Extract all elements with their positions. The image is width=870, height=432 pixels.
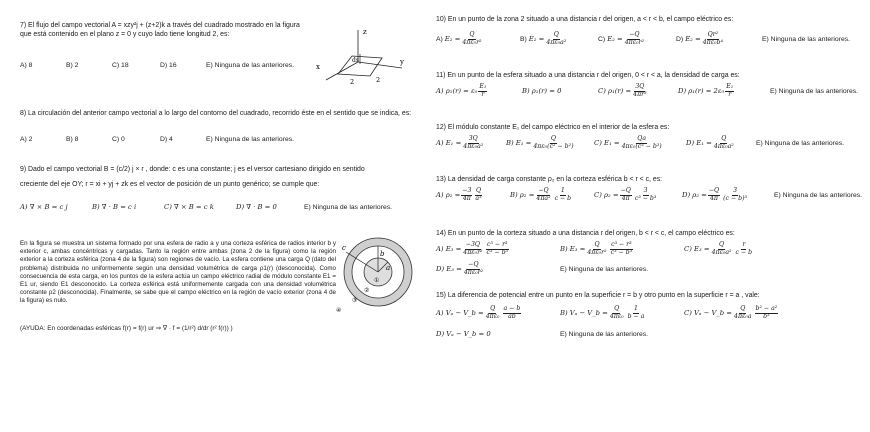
option-b-denominator: 4πε₀(c² − b²) bbox=[533, 142, 574, 150]
question-10-text: 10) En un punto de la zona 2 situado a una distancia r del origen, a < r < b, el campo eléctrico es: bbox=[436, 16, 734, 23]
axis-y-label: y bbox=[400, 58, 404, 66]
option-b[interactable]: B) ∇ · B = c i bbox=[92, 203, 137, 211]
option-d-lhs: D) E₁ = bbox=[686, 139, 712, 147]
option-b[interactable] bbox=[510, 188, 586, 202]
option-a-numerator: E₁ bbox=[479, 83, 487, 90]
option-b[interactable] bbox=[506, 136, 586, 150]
option-b-numerator: Q bbox=[553, 31, 559, 38]
option-c-lhs: C) E₃ = bbox=[684, 245, 710, 253]
option-d-numerator: E₁ bbox=[726, 83, 734, 90]
option-e[interactable]: E) Ninguna de las anteriores. bbox=[560, 330, 649, 338]
option-a-lhs: A) E₁ = bbox=[436, 139, 462, 147]
question-15 bbox=[436, 292, 840, 301]
option-d-numerator: −Q bbox=[708, 187, 720, 194]
option-c-denominator-2: c³ − b³ bbox=[634, 194, 657, 202]
option-e[interactable]: E) Ninguna de las anteriores. bbox=[206, 136, 295, 143]
option-a[interactable] bbox=[436, 242, 552, 256]
option-d[interactable]: D) 16 bbox=[160, 62, 177, 69]
question-15-text: 15) La diferencia de potencial entre un punto en la superficie r = b y otro punto en la superficie r = a , vale: bbox=[436, 292, 760, 299]
option-d-numerator: −Q bbox=[468, 261, 479, 268]
help-note-text: (AYUDA: En coordenadas esféricas f(r) = f(r) ur ⇒ ∇ · f = (1/r²) d/dr (r² f(r)) ) bbox=[20, 325, 233, 332]
option-c[interactable]: C) 0 bbox=[112, 136, 125, 143]
option-d-denominator: 4πε₀a² bbox=[713, 142, 734, 150]
question-12-options bbox=[436, 136, 852, 150]
option-c-lhs: C) E₁ = bbox=[594, 139, 620, 147]
option-a-denominator: 4πε₀r² bbox=[462, 38, 482, 46]
option-e[interactable]: E) Ninguna de las anteriores. bbox=[774, 191, 863, 199]
option-d-lhs: D) ρ₂ = bbox=[682, 191, 707, 199]
option-d[interactable] bbox=[682, 188, 766, 202]
option-a[interactable] bbox=[436, 306, 552, 320]
option-a[interactable] bbox=[436, 188, 502, 202]
option-e[interactable]: E) Ninguna de las anteriores. bbox=[770, 87, 859, 95]
option-a-denominator: 4πε₀ bbox=[485, 312, 500, 320]
option-b-denominator-2: c − b bbox=[554, 194, 572, 202]
question-12-text: 12) El módulo constante E₁ del campo eléctrico en el interior de la esfera es: bbox=[436, 124, 670, 131]
axis-z-label: z bbox=[363, 28, 367, 36]
option-a[interactable] bbox=[436, 136, 498, 150]
ds-label: ds bbox=[352, 57, 359, 64]
option-b[interactable] bbox=[520, 32, 590, 46]
question-14-text: 14) En un punto de la corteza situado a una distancia r del origen, b < r < c, el campo eléctrico es: bbox=[436, 230, 735, 237]
question-9 bbox=[20, 166, 412, 189]
option-e[interactable]: E) Ninguna de las anteriores. bbox=[560, 265, 649, 273]
question-9-line-1: 9) Dado el campo vectorial B = (c/2) j × r , donde: c es una constante; j es el versor cartesiano dirigido en sentido bbox=[20, 166, 365, 173]
question-10-options bbox=[436, 32, 858, 46]
option-d-numerator: Q bbox=[721, 135, 727, 142]
option-b-lhs: B) E₃ = bbox=[560, 245, 586, 253]
option-a-label: A) bbox=[436, 35, 443, 43]
option-d-denominator-2: (c − b)³ bbox=[723, 194, 747, 202]
option-b-denominator: 4πa² bbox=[536, 194, 551, 202]
option-c-numerator: −Q bbox=[620, 187, 631, 194]
option-c-numerator: Qa bbox=[637, 135, 647, 142]
option-b-lhs: B) E₁ = bbox=[506, 139, 532, 147]
option-c-numerator: 3Q bbox=[635, 83, 645, 90]
option-c-numerator: −Q bbox=[629, 31, 640, 38]
option-a-denominator: 4π bbox=[462, 194, 471, 202]
radius-a-label: a bbox=[386, 264, 391, 272]
option-c-lhs: E₂ = bbox=[607, 35, 623, 43]
option-d-denominator: 4π bbox=[709, 194, 718, 202]
option-a[interactable] bbox=[436, 32, 512, 46]
question-9-line-2: creciente del eje OY; r = xi + yj + zk es el vector de posición de un punto genérico; se cumple que: bbox=[20, 180, 320, 188]
option-c-denominator-2: c − b bbox=[735, 248, 753, 256]
option-b[interactable]: B) 8 bbox=[66, 136, 79, 143]
option-b-lhs: B) Vₐ − V_b = bbox=[560, 309, 608, 317]
option-b[interactable] bbox=[560, 306, 676, 320]
option-c-denominator: 4πr³ bbox=[633, 90, 647, 98]
option-a-numerator: −3 bbox=[462, 187, 472, 194]
option-e[interactable]: E) Ninguna de las anteriores. bbox=[756, 139, 845, 147]
question-11-options bbox=[436, 84, 866, 98]
option-e[interactable]: E) Ninguna de las anteriores. bbox=[206, 62, 295, 69]
question-14-options-row-2 bbox=[436, 262, 656, 276]
option-b-label: B) bbox=[520, 35, 527, 43]
option-d-lhs: D) E₃ = bbox=[436, 265, 462, 273]
square-axes-figure bbox=[312, 20, 412, 88]
option-d[interactable]: D) Vₐ − V_b = 0 bbox=[436, 330, 491, 338]
option-b[interactable]: B) ρ₁(r) = 0 bbox=[522, 87, 562, 95]
option-c-label: C) bbox=[598, 35, 606, 43]
option-d[interactable] bbox=[678, 84, 762, 98]
question-11 bbox=[436, 72, 840, 81]
option-a[interactable]: A) ∇ × B = c j bbox=[20, 203, 68, 211]
option-a-numerator: 3Q bbox=[468, 135, 478, 142]
option-a[interactable]: A) 2 bbox=[20, 136, 33, 143]
option-a-denominator-2: ab bbox=[508, 312, 516, 320]
option-d-denominator: 4πε₀b⁴ bbox=[702, 38, 723, 46]
option-c-denominator-2: b³ bbox=[763, 312, 770, 320]
option-c-numerator: Q bbox=[740, 305, 746, 312]
question-14-options-row-1 bbox=[436, 242, 762, 256]
option-c-numerator-2: b² − a² bbox=[755, 305, 778, 312]
option-a-lhs: E₂ = bbox=[444, 35, 461, 43]
option-c-denominator: 4πε₀r² bbox=[624, 38, 644, 46]
option-a-denominator: r bbox=[481, 90, 485, 98]
option-c-denominator: 4πε₀(c³ − b³) bbox=[621, 142, 662, 150]
option-d-lhs: E₂ = bbox=[685, 35, 701, 43]
question-12 bbox=[436, 124, 840, 133]
question-8-options bbox=[20, 136, 302, 143]
option-a-denominator-2: c³ − b³ bbox=[486, 248, 509, 256]
option-d[interactable]: D) 4 bbox=[160, 136, 173, 143]
option-a-lhs: A) E₃ = bbox=[436, 245, 462, 253]
option-a[interactable]: A) 8 bbox=[20, 62, 33, 69]
option-c[interactable]: C) 18 bbox=[112, 62, 129, 69]
question-8-text: 8) La circulación del anterior campo vectorial a lo largo del contorno del cuadrado, recorrido éste en el sentido que se indica, es: bbox=[20, 110, 412, 117]
option-d[interactable]: D) ∇ · B = 0 bbox=[236, 203, 277, 211]
option-d[interactable] bbox=[676, 32, 754, 46]
option-c[interactable] bbox=[598, 32, 668, 46]
option-c-numerator-2: r bbox=[742, 241, 746, 248]
option-b-numerator-2: c³ − r³ bbox=[611, 241, 632, 248]
option-c[interactable] bbox=[598, 84, 670, 98]
question-15-options-row-2 bbox=[436, 330, 656, 338]
option-a-numerator: Q bbox=[490, 305, 496, 312]
option-b-denominator-2: c³ − b³ bbox=[610, 248, 633, 256]
option-c-denominator: 4πε₀a² bbox=[711, 248, 732, 256]
zone-3-label: ③ bbox=[352, 297, 358, 304]
option-d[interactable] bbox=[436, 262, 552, 276]
option-b-numerator: Q bbox=[594, 241, 600, 248]
option-a-numerator: −3Q bbox=[465, 241, 480, 248]
question-7-text: 7) El flujo del campo vectorial A = xzy²j + (z+2)k a través del cuadrado mostrado en la figura que está contenido en el plano z = 0 y cuyo lado tiene longitud 2, es: bbox=[20, 22, 300, 38]
question-7-options bbox=[20, 62, 302, 69]
option-a[interactable] bbox=[436, 84, 514, 98]
option-c-denominator: 4πε₀a bbox=[734, 312, 752, 320]
zone-1-label: ① bbox=[374, 277, 380, 284]
option-c-denominator: 4π bbox=[621, 194, 630, 202]
option-b-lhs: B) ρ₂ = bbox=[510, 191, 535, 199]
question-13-options bbox=[436, 188, 870, 202]
option-d-lhs: D) ρ₁(r) = 2ε₀ bbox=[678, 87, 725, 95]
question-15-options-row-1 bbox=[436, 306, 787, 320]
question-14 bbox=[436, 230, 840, 239]
option-a-denominator: 4πε₀a² bbox=[463, 142, 484, 150]
question-7 bbox=[20, 22, 310, 39]
option-a-lhs: A) ρ₂ = bbox=[436, 191, 461, 199]
question-8 bbox=[20, 110, 412, 119]
option-b-numerator: Q bbox=[614, 305, 620, 312]
option-a-lhs: A) ρ₁(r) = ε₀ bbox=[436, 87, 478, 95]
option-b-denominator: 4πε₀r² bbox=[587, 248, 607, 256]
zone-2-label: ② bbox=[364, 287, 370, 294]
problem-statement bbox=[20, 240, 336, 306]
option-d-label: D) bbox=[676, 35, 684, 43]
question-10 bbox=[436, 16, 836, 25]
sphere-shell-figure bbox=[334, 234, 414, 314]
option-c-lhs: C) ρ₁(r) = bbox=[598, 87, 632, 95]
option-e[interactable]: E) Ninguna de las anteriores. bbox=[762, 35, 851, 43]
question-11-text: 11) En un punto de la esfera situado a una distancia r del origen, 0 < r < a, la densidad de carga es: bbox=[436, 72, 740, 79]
side-label-2: 2 bbox=[376, 76, 381, 84]
option-b-numerator: Q bbox=[550, 135, 556, 142]
option-c[interactable]: C) ∇ × B = c k bbox=[164, 203, 214, 211]
option-b-denominator-2: b − a bbox=[627, 312, 645, 320]
option-c[interactable] bbox=[684, 306, 779, 320]
option-b-denominator: 4πε₀a² bbox=[546, 38, 567, 46]
option-b[interactable] bbox=[560, 242, 676, 256]
option-d-numerator-2: 3 bbox=[733, 187, 737, 194]
option-e[interactable]: E) Ninguna de las anteriores. bbox=[304, 203, 393, 211]
option-c-numerator-2: 3 bbox=[643, 187, 648, 194]
option-a-numerator-2: Q bbox=[475, 187, 482, 194]
option-d[interactable] bbox=[686, 136, 748, 150]
option-b-lhs: E₂ = bbox=[528, 35, 545, 43]
radius-b-label: b bbox=[380, 250, 385, 258]
radius-c-label: c bbox=[342, 244, 346, 252]
option-c-numerator: Q bbox=[719, 241, 725, 248]
option-c[interactable] bbox=[594, 136, 678, 150]
question-9-options bbox=[20, 203, 400, 211]
option-a-numerator-2: a − b bbox=[503, 305, 521, 312]
option-a-numerator: Q bbox=[469, 31, 475, 38]
question-13 bbox=[436, 176, 840, 185]
problem-statement-text: En la figura se muestra un sistema formado por una esfera de radio a y una corteza esférica de radios interior b y exterior c, ambas concéntricas y cargadas. Tanto la región entre ambas (zona 2 de la figura) como la región exterior a la corteza esférica (zona 4 de la figura) son regiones de vacío. La esfera contiene una carga Q (dato del problema) distribuida no uniformemente según una densidad volumétrica de carga ρ1(r) (desconocida). Como consecuencia de esta carga, en los puntos de la esfera actúa un campo eléctrico radial de módulo constante E1 = E1 ur, siendo E1 desconocido. La corteza esférica está uniformemente cargada con una densidad volumétrica constante ρ2 (desconocida). Finalmente, se sabe que el campo eléctrico en la región de vacío exterior (zona 4 de la figura) es nulo. bbox=[20, 240, 336, 305]
option-c-lhs: C) ρ₂ = bbox=[594, 191, 619, 199]
option-c[interactable] bbox=[684, 242, 754, 256]
option-b-numerator-2: 1 bbox=[560, 187, 565, 194]
zone-4-label: ④ bbox=[336, 307, 342, 314]
option-a-denominator-2: a³ bbox=[475, 194, 482, 202]
option-c-lhs: C) Vₐ − V_b = bbox=[684, 309, 733, 317]
option-b[interactable]: B) 2 bbox=[66, 62, 79, 69]
axis-x-label: x bbox=[316, 63, 320, 71]
question-13-text: 13) La densidad de carga constante ρ₂ en la corteza esférica b < r < c, es: bbox=[436, 176, 663, 183]
option-a-numerator-2: c³ − r³ bbox=[487, 241, 508, 248]
option-c[interactable] bbox=[594, 188, 674, 202]
option-d-denominator: r bbox=[728, 90, 732, 98]
option-a-lhs: A) Vₐ − V_b = bbox=[436, 309, 484, 317]
option-b-numerator-2: 1 bbox=[634, 305, 638, 312]
option-d-denominator: 4πε₀r² bbox=[463, 268, 484, 276]
option-b-numerator: −Q bbox=[538, 187, 549, 194]
help-note bbox=[20, 325, 340, 333]
side-label-1: 2 bbox=[350, 78, 355, 86]
option-a-denominator: 4πε₀r² bbox=[463, 248, 483, 256]
option-d-numerator: Qr² bbox=[707, 31, 719, 38]
option-b-denominator: 4πε₀ bbox=[609, 312, 624, 320]
